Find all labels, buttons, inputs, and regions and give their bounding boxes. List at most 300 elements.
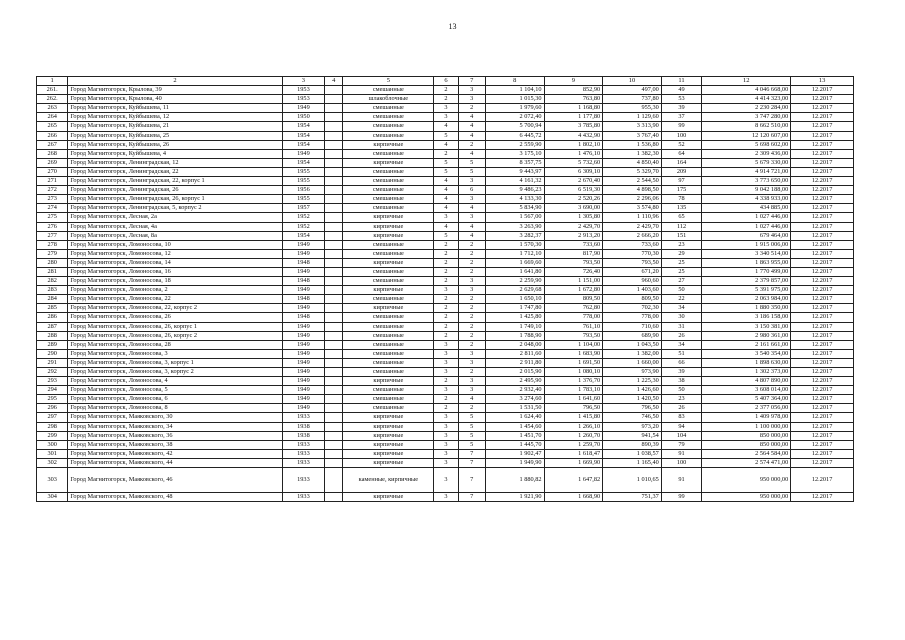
table-row xyxy=(37,295,854,304)
entrances-cell: 7 xyxy=(458,468,485,493)
row-number-cell: 284 xyxy=(37,295,68,304)
row-number-cell: 288 xyxy=(37,331,68,340)
total-area-cell: 2 495,90 xyxy=(485,377,544,386)
deadline-cell: 12.2017 xyxy=(791,213,854,222)
living-area-cell: 1 376,70 xyxy=(544,377,603,386)
column-header: 6 xyxy=(434,77,458,86)
cost-cell: 3 608 014,00 xyxy=(702,386,791,395)
wall-material-cell: смешанные xyxy=(343,340,434,349)
cost-cell: 950 000,00 xyxy=(702,493,791,502)
address-cell: Город Магнитогорск, Маяковского, 46 xyxy=(68,468,282,493)
wall-material-cell: смешанные xyxy=(343,86,434,95)
floors-cell: 3 xyxy=(434,422,458,431)
residential-area-cell: 3 574,80 xyxy=(603,204,662,213)
cost-cell: 2 379 857,00 xyxy=(702,277,791,286)
entrances-cell: 3 xyxy=(458,358,485,367)
residents-cell: 91 xyxy=(661,468,701,493)
address-cell: Город Магнитогорск, Куйбышева, 11 xyxy=(68,104,282,113)
table-row xyxy=(37,304,854,313)
entrances-cell: 2 xyxy=(458,404,485,413)
total-area-cell: 8 357,75 xyxy=(485,158,544,167)
col-4-cell xyxy=(325,468,343,493)
table-row xyxy=(37,413,854,422)
entrances-cell: 5 xyxy=(458,440,485,449)
residential-area-cell: 1 165,40 xyxy=(603,458,662,467)
column-header: 5 xyxy=(343,77,434,86)
entrances-cell: 2 xyxy=(458,104,485,113)
wall-material-cell: смешанные xyxy=(343,349,434,358)
year-built-cell: 1933 xyxy=(282,413,324,422)
total-area-cell: 1 749,10 xyxy=(485,322,544,331)
address-cell: Город Магнитогорск, Лесная, 8а xyxy=(68,231,282,240)
floors-cell: 2 xyxy=(434,267,458,276)
table-row xyxy=(37,149,854,158)
wall-material-cell: кирпичные xyxy=(343,422,434,431)
col-4-cell xyxy=(325,404,343,413)
year-built-cell: 1955 xyxy=(282,177,324,186)
entrances-cell: 6 xyxy=(458,186,485,195)
residents-cell: 26 xyxy=(661,404,701,413)
deadline-cell: 12.2017 xyxy=(791,368,854,377)
deadline-cell: 12.2017 xyxy=(791,186,854,195)
residents-cell: 34 xyxy=(661,340,701,349)
address-cell: Город Магнитогорск, Ленинградская, 22, корпус 1 xyxy=(68,177,282,186)
deadline-cell: 12.2017 xyxy=(791,422,854,431)
col-4-cell xyxy=(325,195,343,204)
residential-area-cell: 1 038,57 xyxy=(603,449,662,458)
cost-cell: 2 564 584,00 xyxy=(702,449,791,458)
row-number-cell: 282 xyxy=(37,277,68,286)
floors-cell: 2 xyxy=(434,240,458,249)
residential-area-cell: 960,60 xyxy=(603,277,662,286)
row-number-cell: 300 xyxy=(37,440,68,449)
deadline-cell: 12.2017 xyxy=(791,240,854,249)
cost-cell: 5 407 364,00 xyxy=(702,395,791,404)
residents-cell: 50 xyxy=(661,286,701,295)
table-row xyxy=(37,358,854,367)
deadline-cell: 12.2017 xyxy=(791,449,854,458)
page-number: 13 xyxy=(448,22,457,31)
year-built-cell: 1956 xyxy=(282,186,324,195)
living-area-cell: 793,50 xyxy=(544,331,603,340)
year-built-cell: 1938 xyxy=(282,422,324,431)
col-4-cell xyxy=(325,440,343,449)
total-area-cell: 2 072,40 xyxy=(485,113,544,122)
cost-cell: 3 747 280,00 xyxy=(702,113,791,122)
residents-cell: 91 xyxy=(661,449,701,458)
header-row xyxy=(37,77,854,86)
entrances-cell: 2 xyxy=(458,340,485,349)
address-cell: Город Магнитогорск, Ломоносова, 28 xyxy=(68,340,282,349)
row-number-cell: 272 xyxy=(37,186,68,195)
table-row xyxy=(37,449,854,458)
deadline-cell: 12.2017 xyxy=(791,222,854,231)
total-area-cell: 3 274,60 xyxy=(485,395,544,404)
cost-cell: 1 863 955,00 xyxy=(702,258,791,267)
cost-cell: 4 914 721,00 xyxy=(702,167,791,176)
residential-area-cell: 3 767,40 xyxy=(603,131,662,140)
floors-cell: 2 xyxy=(434,404,458,413)
address-cell: Город Магнитогорск, Ломоносова, 2 xyxy=(68,286,282,295)
residents-cell: 26 xyxy=(661,331,701,340)
col-4-cell xyxy=(325,377,343,386)
address-cell: Город Магнитогорск, Ленинградская, 5, корпус 2 xyxy=(68,204,282,213)
entrances-cell: 2 xyxy=(458,140,485,149)
col-4-cell xyxy=(325,104,343,113)
row-number-cell: 263 xyxy=(37,104,68,113)
entrances-cell: 5 xyxy=(458,422,485,431)
total-area-cell: 4 161,32 xyxy=(485,177,544,186)
entrances-cell: 3 xyxy=(458,213,485,222)
col-4-cell xyxy=(325,258,343,267)
row-number-cell: 264 xyxy=(37,113,68,122)
wall-material-cell: смешанные xyxy=(343,240,434,249)
row-number-cell: 299 xyxy=(37,431,68,440)
cost-cell: 1 302 373,00 xyxy=(702,368,791,377)
wall-material-cell: кирпичные xyxy=(343,286,434,295)
col-4-cell xyxy=(325,322,343,331)
row-number-cell: 280 xyxy=(37,258,68,267)
address-cell: Город Магнитогорск, Куйбышева, 21 xyxy=(68,122,282,131)
table-row xyxy=(37,431,854,440)
living-area-cell: 793,50 xyxy=(544,258,603,267)
residential-area-cell: 973,20 xyxy=(603,422,662,431)
residential-area-cell: 1 420,50 xyxy=(603,395,662,404)
col-4-cell xyxy=(325,177,343,186)
col-4-cell xyxy=(325,395,343,404)
wall-material-cell: кирпичные xyxy=(343,158,434,167)
total-area-cell: 1 104,10 xyxy=(485,86,544,95)
residents-cell: 25 xyxy=(661,258,701,267)
living-area-cell: 1 783,10 xyxy=(544,386,603,395)
cost-cell: 2 574 471,00 xyxy=(702,458,791,467)
deadline-cell: 12.2017 xyxy=(791,104,854,113)
cost-cell: 5 679 330,00 xyxy=(702,158,791,167)
living-area-cell: 1 151,00 xyxy=(544,277,603,286)
entrances-cell: 3 xyxy=(458,349,485,358)
residential-area-cell: 710,60 xyxy=(603,322,662,331)
row-number-cell: 266 xyxy=(37,131,68,140)
residents-cell: 83 xyxy=(661,413,701,422)
residents-cell: 31 xyxy=(661,322,701,331)
floors-cell: 3 xyxy=(434,113,458,122)
floors-cell: 2 xyxy=(434,277,458,286)
address-cell: Город Магнитогорск, Ломоносова, 12 xyxy=(68,249,282,258)
wall-material-cell: смешанные xyxy=(343,358,434,367)
residents-cell: 37 xyxy=(661,113,701,122)
cost-cell: 12 120 607,00 xyxy=(702,131,791,140)
cost-cell: 1 027 446,00 xyxy=(702,213,791,222)
year-built-cell: 1954 xyxy=(282,158,324,167)
cost-cell: 9 042 188,00 xyxy=(702,186,791,195)
entrances-cell: 3 xyxy=(458,95,485,104)
cost-cell: 2 377 056,00 xyxy=(702,404,791,413)
residents-cell: 34 xyxy=(661,304,701,313)
floors-cell: 4 xyxy=(434,122,458,131)
total-area-cell: 2 811,60 xyxy=(485,349,544,358)
entrances-cell: 4 xyxy=(458,113,485,122)
row-number-cell: 302 xyxy=(37,458,68,467)
residents-cell: 175 xyxy=(661,186,701,195)
table-row xyxy=(37,422,854,431)
wall-material-cell: смешанные xyxy=(343,167,434,176)
deadline-cell: 12.2017 xyxy=(791,249,854,258)
entrances-cell: 3 xyxy=(458,386,485,395)
address-cell: Город Магнитогорск, Ломоносова, 22 xyxy=(68,295,282,304)
row-number-cell: 304 xyxy=(37,493,68,502)
residents-cell: 49 xyxy=(661,86,701,95)
living-area-cell: 1 260,70 xyxy=(544,431,603,440)
col-4-cell xyxy=(325,222,343,231)
table-row xyxy=(37,468,854,493)
deadline-cell: 12.2017 xyxy=(791,304,854,313)
cost-cell: 2 230 284,00 xyxy=(702,104,791,113)
residential-area-cell: 890,39 xyxy=(603,440,662,449)
living-area-cell: 1 104,00 xyxy=(544,340,603,349)
address-cell: Город Магнитогорск, Ломоносова, 22, корпус 2 xyxy=(68,304,282,313)
table-row xyxy=(37,258,854,267)
year-built-cell: 1948 xyxy=(282,313,324,322)
residential-area-cell: 3 313,90 xyxy=(603,122,662,131)
residents-cell: 104 xyxy=(661,431,701,440)
col-4-cell xyxy=(325,158,343,167)
col-4-cell xyxy=(325,413,343,422)
col-4-cell xyxy=(325,131,343,140)
residential-area-cell: 1 225,30 xyxy=(603,377,662,386)
deadline-cell: 12.2017 xyxy=(791,122,854,131)
year-built-cell: 1955 xyxy=(282,167,324,176)
col-4-cell xyxy=(325,186,343,195)
row-number-cell: 303 xyxy=(37,468,68,493)
table-row xyxy=(37,186,854,195)
residents-cell: 164 xyxy=(661,158,701,167)
wall-material-cell: смешанные xyxy=(343,277,434,286)
floors-cell: 2 xyxy=(434,95,458,104)
wall-material-cell: смешанные xyxy=(343,186,434,195)
wall-material-cell: смешанные xyxy=(343,149,434,158)
residential-area-cell: 689,90 xyxy=(603,331,662,340)
address-cell: Город Магнитогорск, Лесная, 2а xyxy=(68,213,282,222)
living-area-cell: 733,60 xyxy=(544,240,603,249)
residential-area-cell: 2 429,70 xyxy=(603,222,662,231)
wall-material-cell: смешанные xyxy=(343,131,434,140)
address-cell: Город Магнитогорск, Маяковского, 38 xyxy=(68,440,282,449)
residents-cell: 100 xyxy=(661,131,701,140)
col-4-cell xyxy=(325,167,343,176)
col-4-cell xyxy=(325,249,343,258)
total-area-cell: 2 911,80 xyxy=(485,358,544,367)
residential-area-cell: 2 296,06 xyxy=(603,195,662,204)
floors-cell: 3 xyxy=(434,213,458,222)
table-row xyxy=(37,493,854,502)
residents-cell: 39 xyxy=(661,104,701,113)
total-area-cell: 5 834,90 xyxy=(485,204,544,213)
floors-cell: 3 xyxy=(434,458,458,467)
row-number-cell: 294 xyxy=(37,386,68,395)
deadline-cell: 12.2017 xyxy=(791,313,854,322)
table-row xyxy=(37,313,854,322)
residential-area-cell: 1 382,00 xyxy=(603,349,662,358)
total-area-cell: 2 015,90 xyxy=(485,368,544,377)
deadline-cell: 12.2017 xyxy=(791,413,854,422)
floors-cell: 3 xyxy=(434,349,458,358)
residential-area-cell: 1 129,60 xyxy=(603,113,662,122)
total-area-cell: 1 650,10 xyxy=(485,295,544,304)
residents-cell: 112 xyxy=(661,222,701,231)
table-row xyxy=(37,404,854,413)
living-area-cell: 852,90 xyxy=(544,86,603,95)
residential-area-cell: 4 850,40 xyxy=(603,158,662,167)
wall-material-cell: кирпичные xyxy=(343,413,434,422)
residents-cell: 97 xyxy=(661,177,701,186)
table-row xyxy=(37,440,854,449)
cost-cell: 3 773 650,00 xyxy=(702,177,791,186)
table-row xyxy=(37,231,854,240)
total-area-cell: 3 282,37 xyxy=(485,231,544,240)
year-built-cell: 1949 xyxy=(282,340,324,349)
living-area-cell: 3 785,80 xyxy=(544,122,603,131)
entrances-cell: 2 xyxy=(458,313,485,322)
floors-cell: 3 xyxy=(434,386,458,395)
living-area-cell: 1 618,47 xyxy=(544,449,603,458)
address-cell: Город Магнитогорск, Куйбышева, 25 xyxy=(68,131,282,140)
table-row xyxy=(37,249,854,258)
deadline-cell: 12.2017 xyxy=(791,267,854,276)
row-number-cell: 290 xyxy=(37,349,68,358)
address-cell: Город Магнитогорск, Крылова, 39 xyxy=(68,86,282,95)
address-cell: Город Магнитогорск, Ломоносова, 26, корпус 2 xyxy=(68,331,282,340)
wall-material-cell: смешанные xyxy=(343,368,434,377)
table-row xyxy=(37,204,854,213)
floors-cell: 2 xyxy=(434,149,458,158)
living-area-cell: 761,10 xyxy=(544,322,603,331)
residents-cell: 64 xyxy=(661,149,701,158)
living-area-cell: 6 309,10 xyxy=(544,167,603,176)
address-cell: Город Магнитогорск, Ленинградская, 26, корпус 1 xyxy=(68,195,282,204)
row-number-cell: 278 xyxy=(37,240,68,249)
deadline-cell: 12.2017 xyxy=(791,340,854,349)
cost-cell: 8 662 510,00 xyxy=(702,122,791,131)
deadline-cell: 12.2017 xyxy=(791,140,854,149)
deadline-cell: 12.2017 xyxy=(791,386,854,395)
floors-cell: 5 xyxy=(434,167,458,176)
entrances-cell: 3 xyxy=(458,377,485,386)
living-area-cell: 1 691,50 xyxy=(544,358,603,367)
wall-material-cell: кирпичные xyxy=(343,493,434,502)
entrances-cell: 2 xyxy=(458,295,485,304)
col-4-cell xyxy=(325,267,343,276)
floors-cell: 3 xyxy=(434,431,458,440)
living-area-cell: 796,50 xyxy=(544,404,603,413)
residents-cell: 65 xyxy=(661,213,701,222)
residents-cell: 151 xyxy=(661,231,701,240)
year-built-cell: 1949 xyxy=(282,104,324,113)
year-built-cell: 1949 xyxy=(282,349,324,358)
living-area-cell: 763,80 xyxy=(544,95,603,104)
residents-cell: 66 xyxy=(661,358,701,367)
living-area-cell: 2 913,20 xyxy=(544,231,603,240)
year-built-cell: 1954 xyxy=(282,140,324,149)
wall-material-cell: смешанные xyxy=(343,195,434,204)
total-area-cell: 1 979,60 xyxy=(485,104,544,113)
table-row xyxy=(37,368,854,377)
residents-cell: 38 xyxy=(661,377,701,386)
address-cell: Город Магнитогорск, Ломоносова, 16 xyxy=(68,267,282,276)
wall-material-cell: смешанные xyxy=(343,395,434,404)
wall-material-cell: кирпичные xyxy=(343,140,434,149)
living-area-cell: 2 520,26 xyxy=(544,195,603,204)
residents-cell: 50 xyxy=(661,386,701,395)
floors-cell: 2 xyxy=(434,249,458,258)
row-number-cell: 276 xyxy=(37,222,68,231)
address-cell: Город Магнитогорск, Маяковского, 42 xyxy=(68,449,282,458)
table-row xyxy=(37,240,854,249)
table-row xyxy=(37,340,854,349)
entrances-cell: 4 xyxy=(458,149,485,158)
living-area-cell: 4 432,90 xyxy=(544,131,603,140)
total-area-cell: 9 443,97 xyxy=(485,167,544,176)
living-area-cell: 1 641,60 xyxy=(544,395,603,404)
residential-area-cell: 671,20 xyxy=(603,267,662,276)
year-built-cell: 1954 xyxy=(282,231,324,240)
table-row xyxy=(37,267,854,276)
wall-material-cell: смешанные xyxy=(343,177,434,186)
col-4-cell xyxy=(325,140,343,149)
entrances-cell: 5 xyxy=(458,158,485,167)
row-number-cell: 262. xyxy=(37,95,68,104)
living-area-cell: 1 668,90 xyxy=(544,493,603,502)
deadline-cell: 12.2017 xyxy=(791,204,854,213)
column-header: 3 xyxy=(282,77,324,86)
residential-area-cell: 2 666,20 xyxy=(603,231,662,240)
residents-cell: 27 xyxy=(661,277,701,286)
living-area-cell: 6 519,30 xyxy=(544,186,603,195)
row-number-cell: 267 xyxy=(37,140,68,149)
cost-cell: 3 540 354,00 xyxy=(702,349,791,358)
residential-area-cell: 809,50 xyxy=(603,295,662,304)
total-area-cell: 6 445,72 xyxy=(485,131,544,140)
wall-material-cell: смешанные xyxy=(343,249,434,258)
living-area-cell: 762,80 xyxy=(544,304,603,313)
deadline-cell: 12.2017 xyxy=(791,358,854,367)
row-number-cell: 292 xyxy=(37,368,68,377)
address-cell: Город Магнитогорск, Ломоносова, 5 xyxy=(68,386,282,395)
deadline-cell: 12.2017 xyxy=(791,195,854,204)
living-area-cell: 1 259,70 xyxy=(544,440,603,449)
column-header: 4 xyxy=(325,77,343,86)
year-built-cell: 1948 xyxy=(282,295,324,304)
living-area-cell: 1 683,90 xyxy=(544,349,603,358)
table-row xyxy=(37,458,854,467)
floors-cell: 3 xyxy=(434,449,458,458)
col-4-cell xyxy=(325,431,343,440)
residential-area-cell: 1 426,60 xyxy=(603,386,662,395)
living-area-cell: 1 080,10 xyxy=(544,368,603,377)
residential-area-cell: 497,00 xyxy=(603,86,662,95)
cost-cell: 3 150 381,00 xyxy=(702,322,791,331)
year-built-cell: 1949 xyxy=(282,267,324,276)
col-4-cell xyxy=(325,349,343,358)
row-number-cell: 271 xyxy=(37,177,68,186)
year-built-cell: 1955 xyxy=(282,195,324,204)
cost-cell: 5 391 975,00 xyxy=(702,286,791,295)
floors-cell: 3 xyxy=(434,493,458,502)
column-header: 12 xyxy=(702,77,791,86)
address-cell: Город Магнитогорск, Ломоносова, 3, корпус 2 xyxy=(68,368,282,377)
wall-material-cell: кирпичные xyxy=(343,458,434,467)
total-area-cell: 1 902,47 xyxy=(485,449,544,458)
column-header: 7 xyxy=(458,77,485,86)
